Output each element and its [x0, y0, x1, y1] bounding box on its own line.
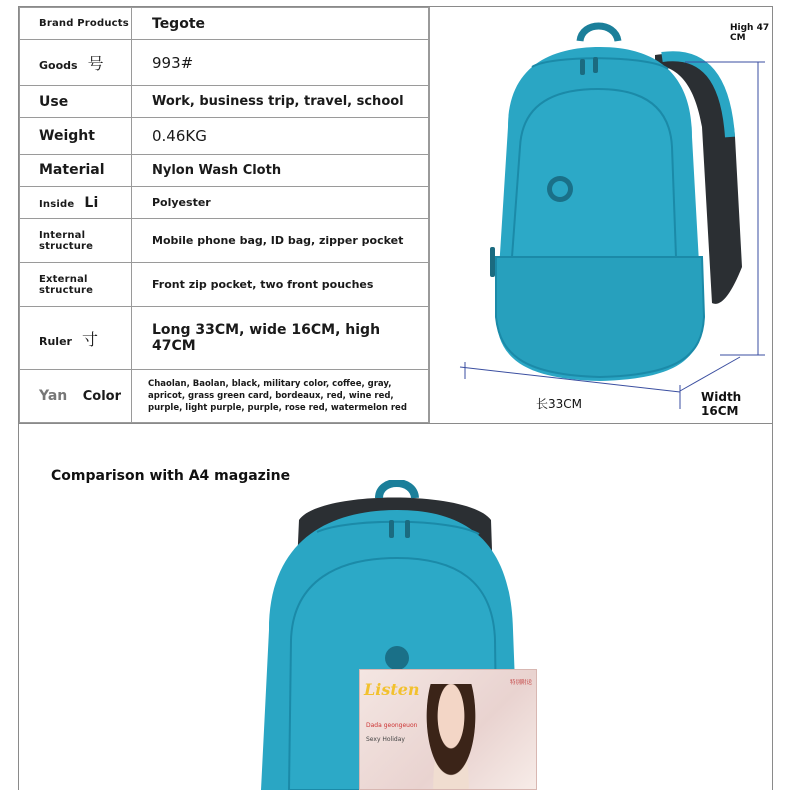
inside-label: Inside Li: [20, 187, 132, 219]
magazine-line1: Dada geongeuon: [366, 722, 418, 729]
color-value: Chaolan, Baolan, black, military color, coffee, gray, apricot, grass green card, bordeaux, red, wine red, purple, light purple, purple, rose red, watermelon red: [132, 370, 429, 423]
goods-value: 993#: [132, 40, 429, 86]
magazine-title: Listen: [364, 680, 420, 699]
inside-value: Polyester: [132, 187, 429, 219]
height-dimension-label: High 47 CM: [730, 23, 770, 43]
length-dimension-label: 长33CM: [536, 397, 583, 411]
spec-table: [19, 7, 429, 423]
comparison-section: [18, 424, 773, 790]
goods-label: Goods 号: [20, 40, 132, 86]
magazine-line2: Sexy Holiday: [366, 736, 405, 743]
brand-value: Tegote: [132, 8, 429, 40]
color-label: Yan Color: [20, 370, 132, 423]
width-dimension-label: Width 16CM: [701, 390, 742, 418]
weight-label: Weight: [20, 118, 132, 154]
backpack-image: [430, 7, 772, 423]
use-value: Work, business trip, travel, school: [132, 86, 429, 118]
backpack-dimension-photo: [430, 7, 772, 423]
magazine-cover-photo: [420, 684, 482, 790]
comparison-title: Comparison with A4 magazine: [51, 468, 291, 484]
use-label: Use: [20, 86, 132, 118]
weight-value: 0.46KG: [132, 118, 429, 154]
material-value: Nylon Wash Cloth: [132, 154, 429, 186]
spec-panel: [18, 6, 773, 424]
material-label: Material: [20, 154, 132, 186]
external-label: External structure: [20, 263, 132, 307]
internal-label: Internal structure: [20, 219, 132, 263]
magazine-corner-text: 特别附送: [509, 680, 532, 686]
ruler-value: Long 33CM, wide 16CM, high 47CM: [132, 307, 429, 370]
brand-label: Brand Products: [20, 8, 132, 40]
external-value: Front zip pocket, two front pouches: [132, 263, 429, 307]
a4-magazine: [359, 669, 537, 790]
ruler-label: Ruler 寸: [20, 307, 132, 370]
internal-value: Mobile phone bag, ID bag, zipper pocket: [132, 219, 429, 263]
